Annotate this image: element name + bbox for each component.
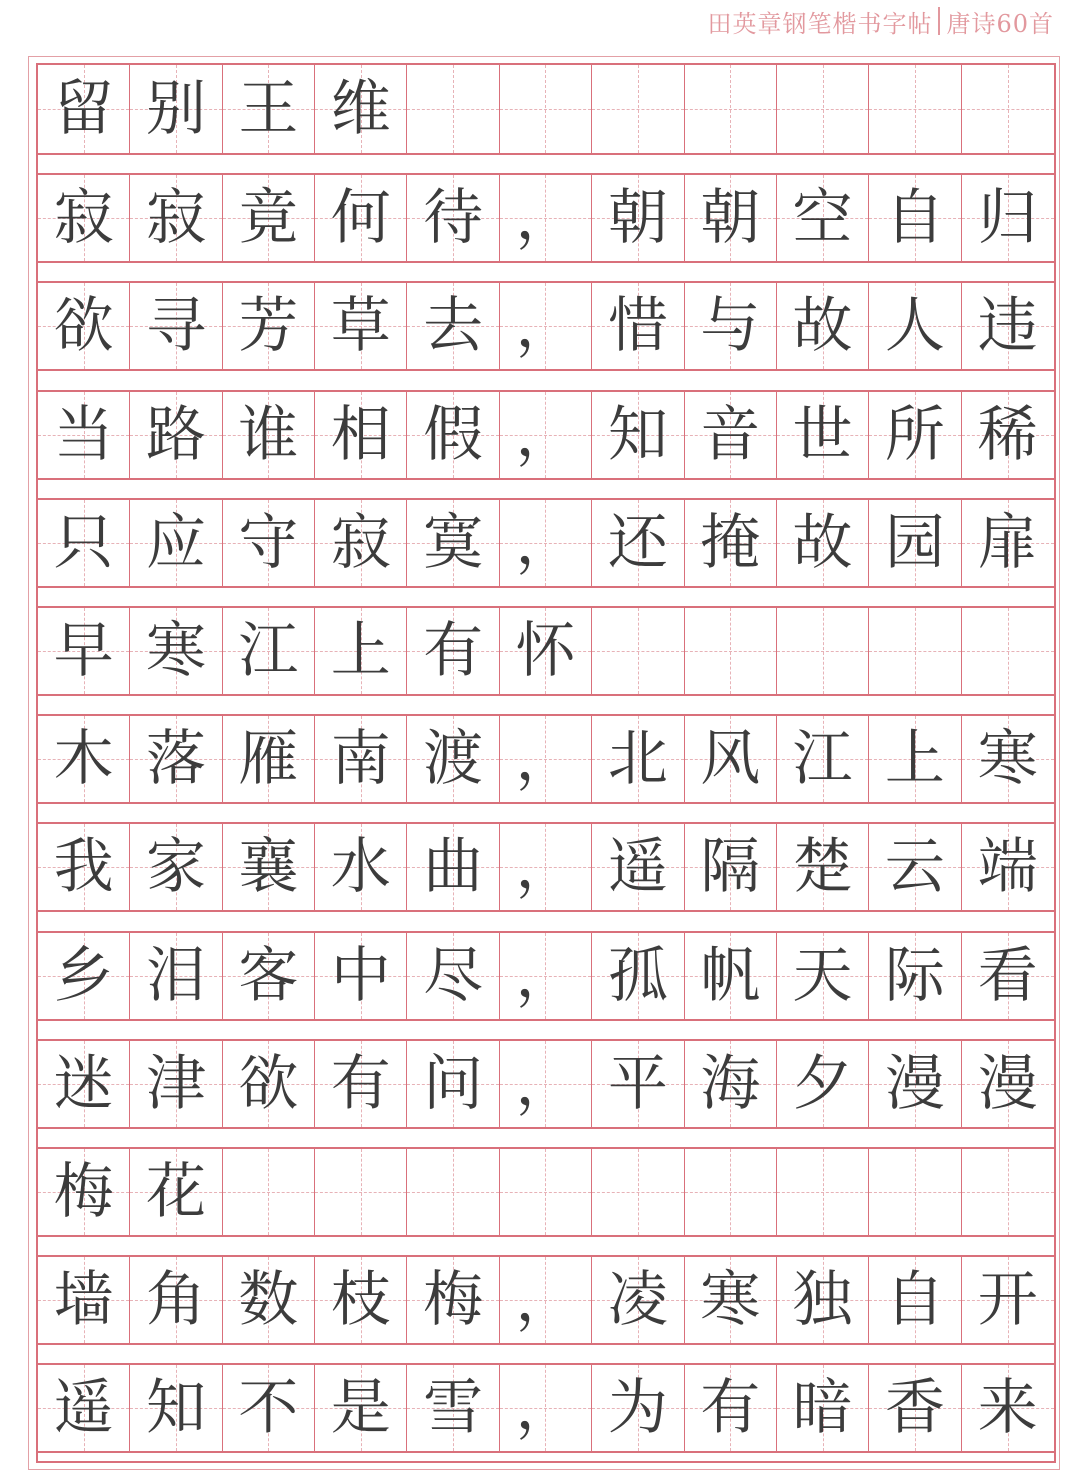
character: 维 (330, 74, 391, 144)
character: 暗 (792, 1373, 853, 1444)
character: 津 (146, 1048, 207, 1119)
grid-cell (685, 283, 777, 369)
grid-cell (223, 175, 315, 261)
grid-row (38, 281, 1054, 371)
character: 遥 (607, 832, 668, 903)
grid-row (38, 498, 1054, 588)
grid-cell (500, 1365, 592, 1451)
grid-cell (500, 392, 592, 478)
grid-cell (315, 175, 407, 261)
grid-cell (962, 933, 1054, 1019)
grid-cell (500, 283, 592, 369)
character: 当 (53, 399, 114, 470)
grid-cell (130, 1365, 222, 1451)
grid-cell (315, 933, 407, 1019)
character: 草 (330, 291, 391, 362)
grid-row (38, 822, 1054, 912)
character: 梅 (53, 1157, 114, 1227)
grid-cell (315, 824, 407, 910)
character: 守 (238, 507, 299, 578)
character: 江 (238, 616, 299, 686)
grid-cell (592, 1257, 684, 1343)
character: 来 (977, 1373, 1038, 1444)
grid-cell (315, 1149, 407, 1235)
grid-cell (777, 1257, 869, 1343)
character: 自 (884, 183, 945, 254)
grid-cell (130, 175, 222, 261)
character: 寂 (330, 507, 391, 578)
character: 梅 (423, 1265, 484, 1336)
character: 世 (792, 399, 853, 470)
character: 违 (977, 291, 1038, 362)
grid-cell (315, 1041, 407, 1127)
character: ， (515, 507, 576, 578)
grid-cell (777, 283, 869, 369)
character: 应 (146, 507, 207, 578)
grid-cell (685, 1257, 777, 1343)
grid-cell (592, 283, 684, 369)
grid-cell (777, 175, 869, 261)
grid-cell (869, 283, 961, 369)
character: 寂 (146, 183, 207, 254)
grid-cell (130, 500, 222, 586)
grid-cell (777, 1149, 869, 1235)
grid-cell (130, 65, 222, 153)
grid-cell (407, 933, 499, 1019)
grid-cell (223, 392, 315, 478)
grid-cell (869, 824, 961, 910)
grid-cell (315, 392, 407, 478)
grid-cell (869, 1257, 961, 1343)
character: 香 (884, 1373, 945, 1444)
grid-cell (38, 500, 130, 586)
grid-cell (777, 500, 869, 586)
character: 尽 (423, 940, 484, 1011)
character: 与 (700, 291, 761, 362)
grid-cell (592, 500, 684, 586)
grid-cell (407, 1041, 499, 1127)
grid-cell (315, 500, 407, 586)
grid-cell (130, 716, 222, 802)
grid-cell (130, 824, 222, 910)
grid-cell (315, 65, 407, 153)
grid-cell (592, 933, 684, 1019)
character: 雁 (238, 724, 299, 795)
character: 掩 (700, 507, 761, 578)
character: 朝 (607, 183, 668, 254)
grid-row (38, 65, 1054, 155)
grid-cell (315, 283, 407, 369)
grid-row (38, 1039, 1054, 1129)
grid-cell (777, 824, 869, 910)
character: 夕 (792, 1048, 853, 1119)
character: 稀 (977, 399, 1038, 470)
grid-cell (500, 716, 592, 802)
grid-row (38, 1363, 1054, 1453)
grid-cell (777, 933, 869, 1019)
character: 寒 (977, 724, 1038, 795)
character: 上 (884, 724, 945, 795)
character: 还 (607, 507, 668, 578)
grid-cell (223, 1257, 315, 1343)
character: 何 (330, 183, 391, 254)
grid-cell (592, 1365, 684, 1451)
grid-row (38, 714, 1054, 804)
grid-cell (592, 1041, 684, 1127)
character: 开 (977, 1265, 1038, 1336)
grid-cell (38, 392, 130, 478)
grid-cell (38, 824, 130, 910)
character: 故 (792, 507, 853, 578)
character: 有 (330, 1048, 391, 1119)
character: 襄 (238, 832, 299, 903)
character: 知 (146, 1373, 207, 1444)
character: 天 (792, 940, 853, 1011)
grid-row (38, 1147, 1054, 1237)
character: 自 (884, 1265, 945, 1336)
grid-cell (38, 175, 130, 261)
character: 人 (884, 291, 945, 362)
character: 遥 (53, 1373, 114, 1444)
grid-cell (407, 1365, 499, 1451)
character: 寒 (700, 1265, 761, 1336)
grid-cell (407, 283, 499, 369)
character: 所 (884, 399, 945, 470)
grid-cell (315, 1365, 407, 1451)
grid-cell (130, 283, 222, 369)
grid-cell (685, 608, 777, 694)
character: 楚 (792, 832, 853, 903)
character: 凌 (607, 1265, 668, 1336)
character: 曲 (423, 832, 484, 903)
grid-cell (407, 824, 499, 910)
grid-cell (38, 283, 130, 369)
character: 待 (423, 183, 484, 254)
grid-cell (869, 500, 961, 586)
grid-cell (130, 608, 222, 694)
grid-cell (592, 392, 684, 478)
character: 相 (330, 399, 391, 470)
character: 迷 (53, 1048, 114, 1119)
grid-cell (962, 65, 1054, 153)
grid-cell (500, 608, 592, 694)
character: 王 (238, 74, 299, 144)
character: 乡 (53, 940, 114, 1011)
grid-cell (500, 1149, 592, 1235)
grid-cell (130, 933, 222, 1019)
grid-cell (962, 283, 1054, 369)
character: 数 (238, 1265, 299, 1336)
character: 家 (146, 832, 207, 903)
character: 问 (423, 1048, 484, 1119)
character: 为 (607, 1373, 668, 1444)
character: 寞 (423, 507, 484, 578)
character: 泪 (146, 940, 207, 1011)
grid-cell (407, 1149, 499, 1235)
character: 寻 (146, 291, 207, 362)
grid-row (38, 606, 1054, 696)
grid-cell (869, 933, 961, 1019)
grid-cell (223, 500, 315, 586)
character: 留 (53, 74, 114, 144)
grid-cell (223, 824, 315, 910)
character: 欲 (238, 1048, 299, 1119)
character: 怀 (515, 616, 576, 686)
character: 故 (792, 291, 853, 362)
character: ， (515, 724, 576, 795)
character: 别 (146, 74, 207, 144)
character: 我 (53, 832, 114, 903)
grid-cell (407, 608, 499, 694)
character: 独 (792, 1265, 853, 1336)
grid-cell (962, 716, 1054, 802)
character: 音 (700, 399, 761, 470)
grid-row (38, 390, 1054, 480)
grid-cell (407, 1257, 499, 1343)
character: 路 (146, 399, 207, 470)
grid-cell (130, 1041, 222, 1127)
grid-row (38, 1255, 1054, 1345)
character: ， (515, 183, 576, 254)
grid-cell (223, 1365, 315, 1451)
character: 花 (146, 1157, 207, 1227)
grid-cell (38, 933, 130, 1019)
grid-cell (38, 716, 130, 802)
grid-cell (962, 824, 1054, 910)
character: 隔 (700, 832, 761, 903)
grid-cell (223, 1149, 315, 1235)
grid-cell (777, 1365, 869, 1451)
grid-cell (407, 392, 499, 478)
character: 上 (330, 616, 391, 686)
grid-cell (500, 933, 592, 1019)
character: 假 (423, 399, 484, 470)
book-subtitle: 唐诗60首 (946, 9, 1054, 38)
grid-cell (869, 65, 961, 153)
character: ， (515, 832, 576, 903)
character: 江 (792, 724, 853, 795)
character: 空 (792, 183, 853, 254)
character: 寒 (146, 616, 207, 686)
grid-cell (130, 1149, 222, 1235)
grid-cell (500, 1041, 592, 1127)
grid-cell (315, 716, 407, 802)
grid-cell (685, 65, 777, 153)
character: 不 (238, 1373, 299, 1444)
grid-cell (777, 608, 869, 694)
grid-cell (962, 1257, 1054, 1343)
grid-cell (38, 1149, 130, 1235)
grid-row (38, 173, 1054, 263)
grid-cell (223, 608, 315, 694)
grid-cell (685, 824, 777, 910)
grid-cell (407, 65, 499, 153)
grid-cell (223, 716, 315, 802)
character: ， (515, 940, 576, 1011)
grid-cell (500, 500, 592, 586)
character: 端 (977, 832, 1038, 903)
grid-cell (592, 824, 684, 910)
grid-cell (223, 65, 315, 153)
grid-cell (315, 1257, 407, 1343)
grid-cell (592, 1149, 684, 1235)
character: 是 (330, 1373, 391, 1444)
character: 只 (53, 507, 114, 578)
grid-cell (962, 1149, 1054, 1235)
character: 风 (700, 724, 761, 795)
grid-cell (592, 65, 684, 153)
character: 朝 (700, 183, 761, 254)
grid-cell (315, 608, 407, 694)
character: 有 (700, 1373, 761, 1444)
grid-cell (407, 175, 499, 261)
page-header (707, 3, 1054, 39)
character: 芳 (238, 291, 299, 362)
character: 木 (53, 724, 114, 795)
grid-cell (130, 1257, 222, 1343)
character: ， (515, 1373, 576, 1444)
grid-cell (38, 65, 130, 153)
character: 平 (607, 1048, 668, 1119)
grid-cell (130, 392, 222, 478)
character: 客 (238, 940, 299, 1011)
grid-cell (500, 1257, 592, 1343)
character: 有 (423, 616, 484, 686)
character: 孤 (607, 940, 668, 1011)
grid-cell (962, 1041, 1054, 1127)
character: 漫 (884, 1048, 945, 1119)
character: 知 (607, 399, 668, 470)
grid-cell (685, 1149, 777, 1235)
grid-cell (869, 1041, 961, 1127)
grid-cell (685, 392, 777, 478)
character: 南 (330, 724, 391, 795)
grid-cell (592, 175, 684, 261)
grid-cell (777, 716, 869, 802)
book-title: 田英章钢笔楷书字帖 (707, 9, 933, 38)
grid-cell (592, 716, 684, 802)
character: 去 (423, 291, 484, 362)
practice-grid (36, 63, 1056, 1463)
character: 水 (330, 832, 391, 903)
grid-cell (685, 175, 777, 261)
grid-cell (685, 500, 777, 586)
character: 落 (146, 724, 207, 795)
grid-cell (38, 1257, 130, 1343)
character: ， (515, 291, 576, 362)
grid-cell (869, 608, 961, 694)
grid-cell (685, 1041, 777, 1127)
character: ， (515, 1048, 576, 1119)
grid-cell (592, 608, 684, 694)
grid-cell (962, 500, 1054, 586)
character: 际 (884, 940, 945, 1011)
character: 渡 (423, 724, 484, 795)
grid-cell (869, 392, 961, 478)
grid-cell (685, 933, 777, 1019)
grid-cell (962, 175, 1054, 261)
character: 看 (977, 940, 1038, 1011)
character: 中 (330, 940, 391, 1011)
character: 惜 (607, 291, 668, 362)
header-divider (938, 7, 940, 35)
grid-cell (685, 1365, 777, 1451)
character: 海 (700, 1048, 761, 1119)
grid-cell (869, 175, 961, 261)
grid-cell (38, 608, 130, 694)
grid-cell (685, 716, 777, 802)
character: 枝 (330, 1265, 391, 1336)
character: 角 (146, 1265, 207, 1336)
grid-cell (38, 1041, 130, 1127)
grid-cell (223, 283, 315, 369)
character: 早 (53, 616, 114, 686)
grid-cell (869, 1365, 961, 1451)
character: 归 (977, 183, 1038, 254)
character: 竟 (238, 183, 299, 254)
character: ， (515, 399, 576, 470)
grid-cell (777, 65, 869, 153)
character: 云 (884, 832, 945, 903)
character: 漫 (977, 1048, 1038, 1119)
grid-cell (500, 824, 592, 910)
character: 雪 (423, 1373, 484, 1444)
character: 墙 (53, 1265, 114, 1336)
character: 北 (607, 724, 668, 795)
grid-cell (500, 175, 592, 261)
grid-cell (869, 1149, 961, 1235)
grid-cell (223, 1041, 315, 1127)
character: 谁 (238, 399, 299, 470)
grid-cell (223, 933, 315, 1019)
grid-cell (777, 1041, 869, 1127)
character: 园 (884, 507, 945, 578)
grid-row (38, 931, 1054, 1021)
grid-cell (38, 1365, 130, 1451)
grid-cell (962, 1365, 1054, 1451)
character: 扉 (977, 507, 1038, 578)
grid-cell (407, 500, 499, 586)
grid-cell (407, 716, 499, 802)
grid-cell (962, 392, 1054, 478)
grid-cell (869, 716, 961, 802)
character: 寂 (53, 183, 114, 254)
character: ， (515, 1265, 576, 1336)
grid-cell (777, 392, 869, 478)
character: 欲 (53, 291, 114, 362)
grid-cell (962, 608, 1054, 694)
grid-cell (500, 65, 592, 153)
character: 帆 (700, 940, 761, 1011)
